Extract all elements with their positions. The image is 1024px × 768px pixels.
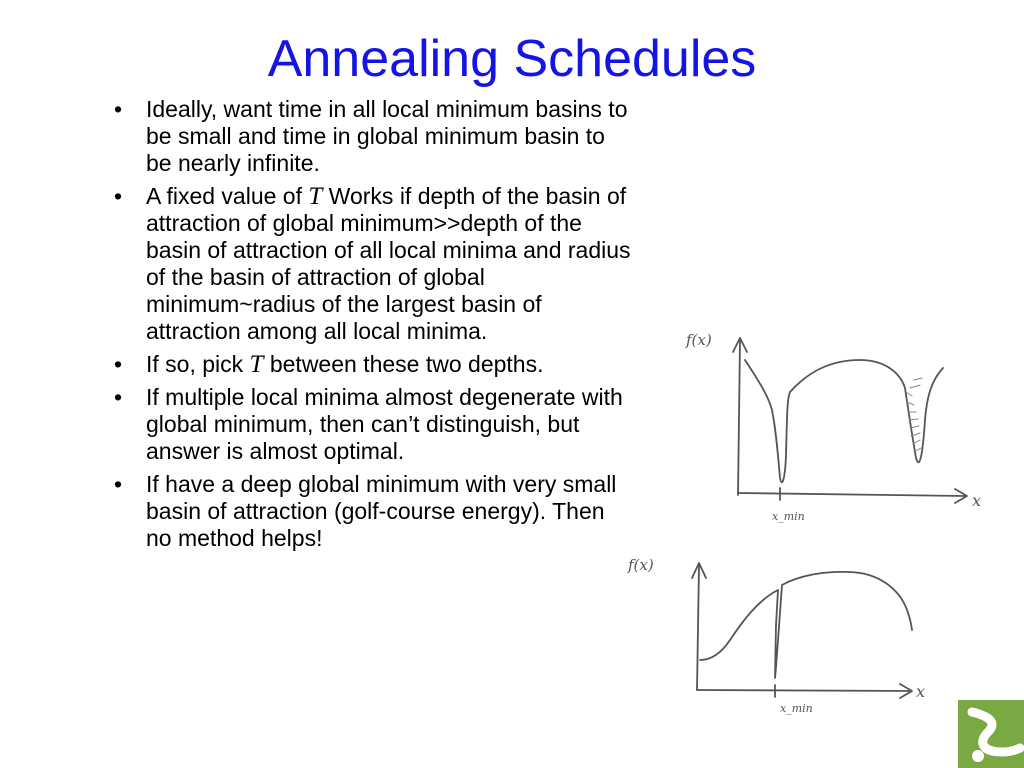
bullet-marker: •: [114, 384, 123, 410]
bullet-text: If multiple local minima almost degenerate with global minimum, then can’t distinguish, but answer is almost optimal.: [146, 384, 623, 464]
top-sketch-xlabel: x: [972, 491, 982, 510]
bullet-marker: •: [114, 183, 123, 209]
bullet-item: [112, 351, 634, 378]
temperature-symbol: T: [308, 183, 323, 210]
logo-dot: [972, 750, 984, 762]
bottom-sketch-curve: [700, 572, 912, 678]
top-sketch-curve: [745, 360, 943, 482]
bottom-sketch-tick-label: x_min: [780, 702, 813, 715]
top-sketch-axes: [733, 338, 967, 503]
bullet-item: [112, 96, 634, 177]
bottom-sketch-ylabel: f(x): [628, 556, 654, 574]
bullet-item: [112, 471, 634, 552]
bullet-text-end: between these two depths.: [263, 351, 544, 377]
bullet-text: If have a deep global minimum with very small basin of attraction (golf-course energy). Then no method helps!: [146, 471, 617, 551]
bullet-text-start: A fixed value of: [146, 183, 309, 209]
slide-title: Annealing Schedules: [267, 30, 757, 88]
bullet-text-end: Works if depth of the basin of attraction of global minimum>>depth of the basin of attraction of all local minima and radius of the basin of attraction of global minimum~radius of the largest basin of attraction among all local minima.: [146, 183, 631, 344]
bottom-sketch-xlabel: x: [916, 682, 926, 701]
stylized-s-logo-icon: [958, 700, 1024, 768]
bullet-marker: •: [114, 471, 123, 497]
bullet-text-start: If so, pick: [146, 351, 250, 377]
bottom-sketch-axes: [692, 563, 912, 698]
bullet-item: [112, 384, 634, 465]
energy-landscape-sketches: [620, 300, 1024, 768]
bullet-item: [112, 183, 634, 345]
bullet-list: [112, 96, 634, 558]
bullet-marker: •: [114, 351, 123, 377]
temperature-symbol: T: [249, 351, 264, 378]
top-sketch-tick-label: x_min: [772, 510, 805, 523]
bullet-marker: •: [114, 96, 123, 122]
bullet-text: Ideally, want time in all local minimum basins to be small and time in global minimum basin to be nearly infinite.: [146, 96, 628, 176]
top-sketch-ylabel: f(x): [686, 331, 712, 349]
